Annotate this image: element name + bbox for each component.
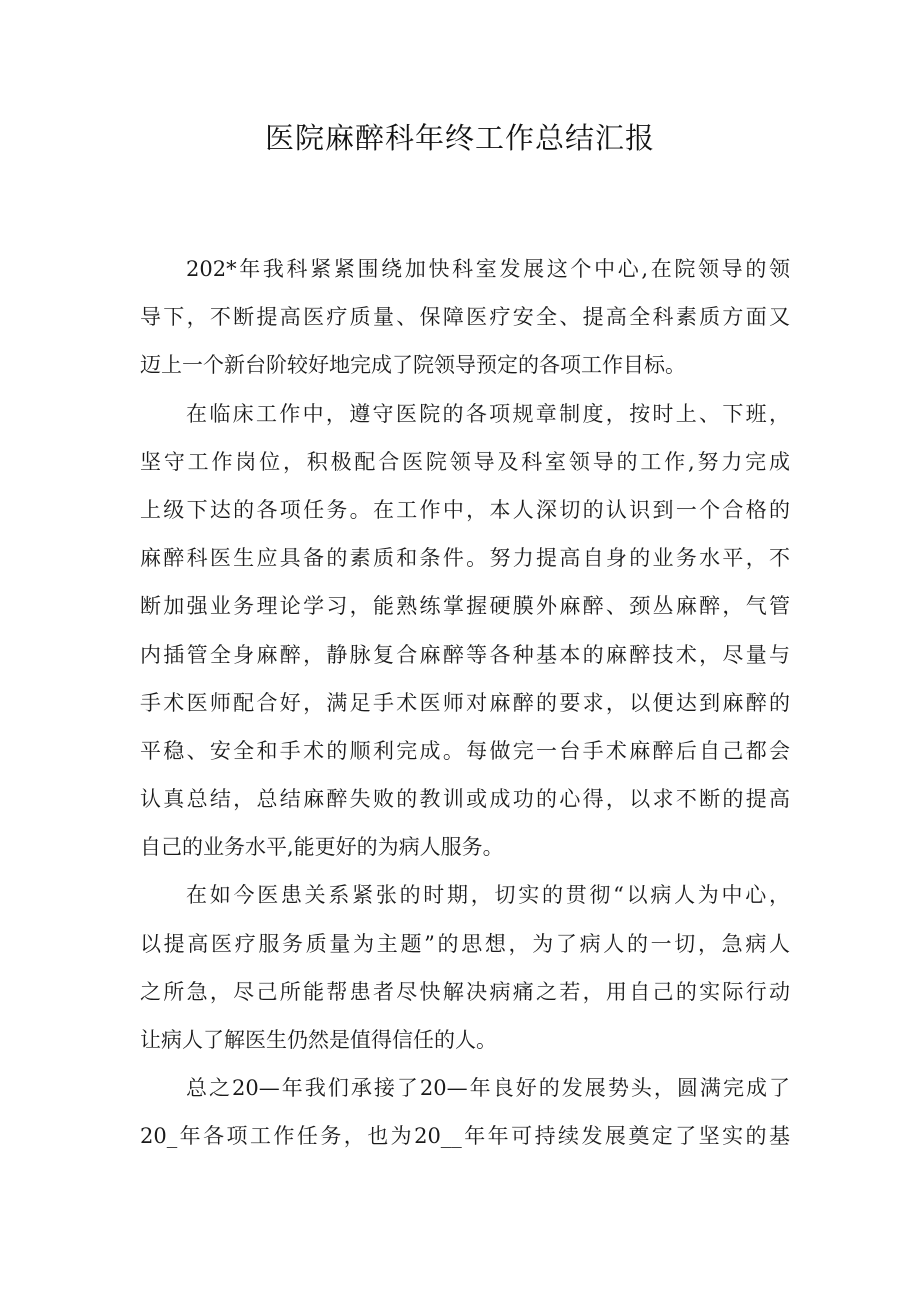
body-line: 202*年我科紧紧围绕加快科室发展这个中心,在院领导的领 (186, 257, 790, 281)
body-line: 认真总结，总结麻醉失败的教训或成功的心得，以求不断的提高 (140, 787, 790, 812)
body-line: 导下，不断提高医疗质量、保障医疗安全、提高全科素质方面又 (140, 305, 790, 330)
body-line: 在临床工作中，遵守医院的各项规章制度，按时上、下班， (186, 401, 790, 426)
body-line: 让病人了解医生仍然是值得信任的人。 (140, 1028, 497, 1052)
body-line: 断加强业务理论学习，能熟练掌握硬膜外麻醉、颈丛麻醉，气管 (140, 594, 790, 619)
body-line: 平稳、安全和手术的顺利完成。每做完一台手术麻醉后自己都会 (140, 738, 790, 763)
body-line: 上级下达的各项任务。在工作中，本人深切的认识到一个合格的 (140, 497, 790, 522)
document-body (140, 245, 790, 1161)
body-line: 手术医师配合好，满足手术医师对麻醉的要求，以便达到麻醉的 (140, 690, 790, 715)
body-line: 20_年各项工作任务，也为20__年年可持续发展奠定了坚实的基 (140, 1124, 790, 1149)
document-title: 医院麻醉科年终工作总结汇报 (264, 121, 655, 155)
body-line: 自己的业务水平,能更好的为病人服务。 (140, 835, 504, 860)
body-line: 总之20—年我们承接了20—年良好的发展势头，圆满完成了 (186, 1076, 790, 1101)
body-line: 在如今医患关系紧张的时期，切实的贯彻“以病人为中心， (186, 883, 790, 908)
body-line: 坚守工作岗位，积极配合医院领导及科室领导的工作,努力完成 (140, 449, 790, 474)
body-line: 以提高医疗服务质量为主题”的思想，为了病人的一切，急病人 (140, 931, 790, 956)
body-line: 麻醉科医生应具备的素质和条件。努力提高自身的业务水平，不 (140, 546, 790, 571)
body-line: 迈上一个新台阶较好地完成了院领导预定的各项工作目标。 (140, 353, 686, 378)
body-line: 之所急，尽己所能帮患者尽快解决病痛之若，用自己的实际行动 (140, 979, 790, 1004)
body-line: 内插管全身麻醉，静脉复合麻醉等各种基本的麻醉技术，尽量与 (140, 642, 790, 667)
